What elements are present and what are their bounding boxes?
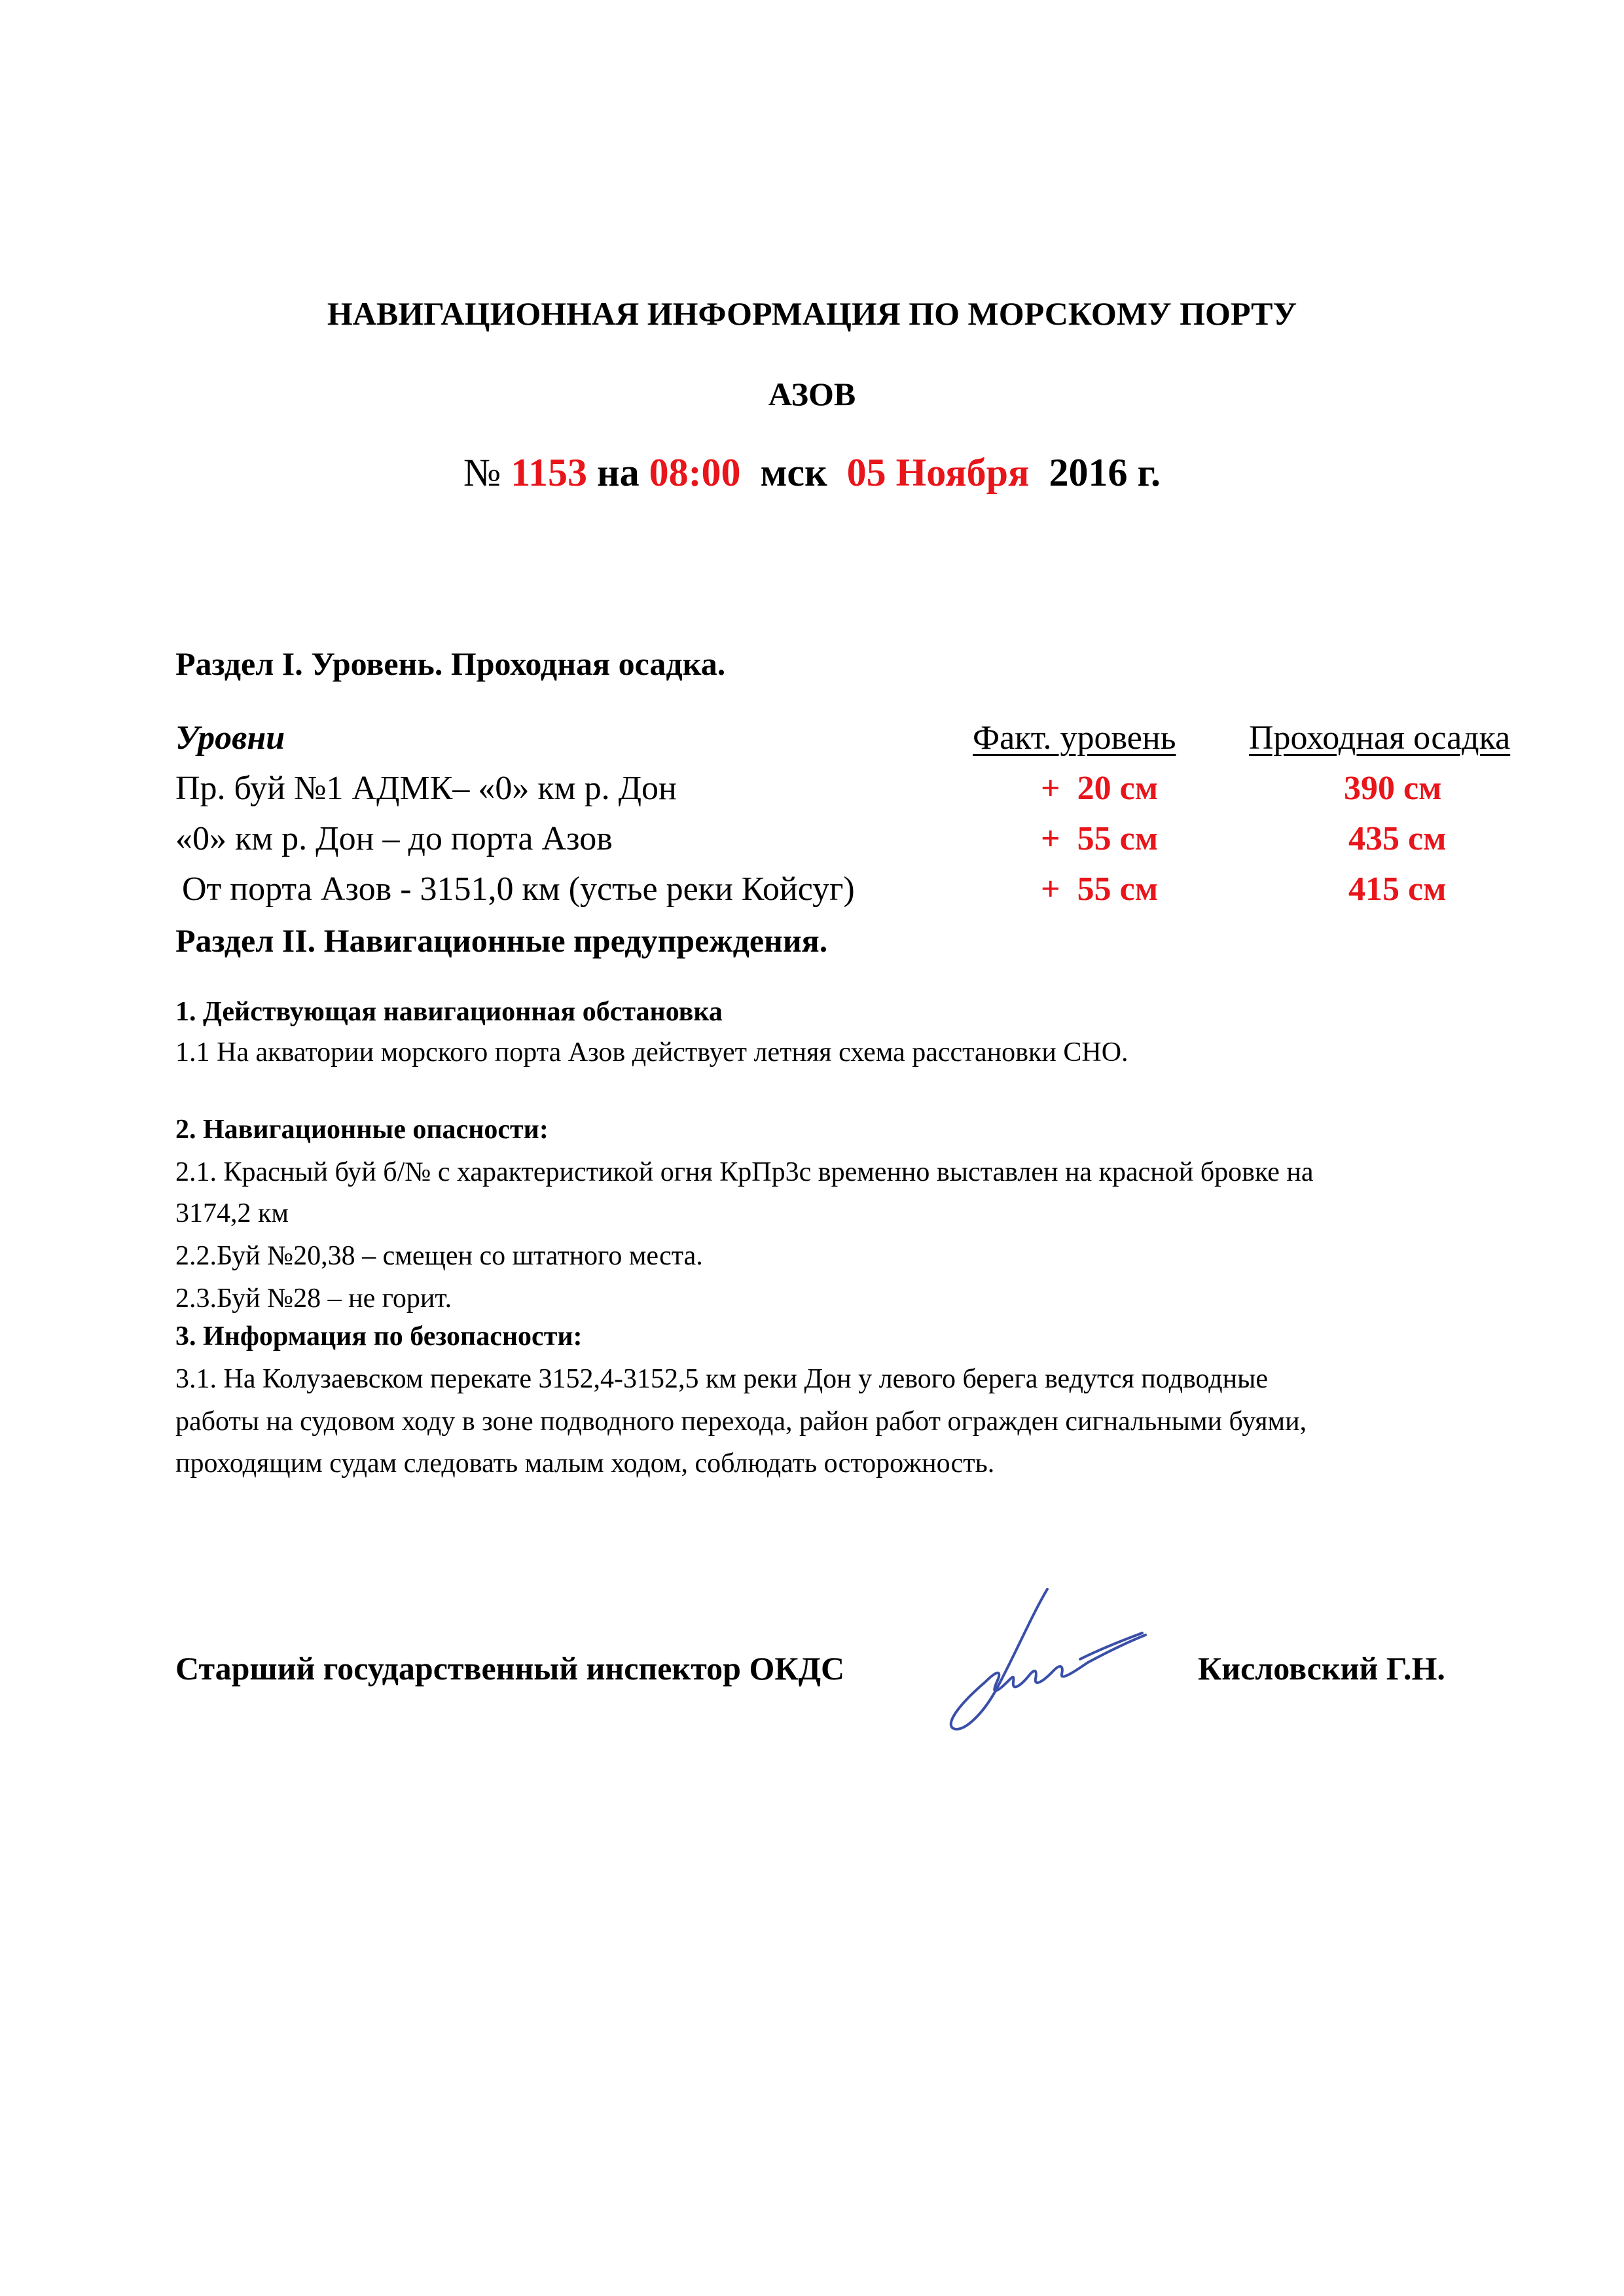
sub3-title: 3. Информация по безопасности:: [175, 1321, 583, 1352]
sub2-title: 2. Навигационные опасности:: [175, 1115, 549, 1145]
handwritten-signature: [916, 1571, 1165, 1741]
col-draft-header: Проходная осадка: [1249, 719, 1511, 757]
level-row-name: От порта Азов - 3151,0 км (устье реки Койсуг): [182, 870, 855, 908]
level-value: 55 см: [1077, 870, 1159, 908]
level-sign: +: [1041, 820, 1060, 857]
level-row-draft: 390 см: [1344, 770, 1442, 807]
signer-name: Кисловский Г.Н.: [1198, 1650, 1445, 1687]
sub2-item: 2.1. Красный буй б/№ с характеристикой огня КрПр3с временно выставлен на красной бровке на: [175, 1157, 1314, 1187]
sub3-text: работы на судовом ходу в зоне подводного перехода, район работ огражден сигнальными буями,: [175, 1407, 1307, 1437]
level-sign: +: [1041, 770, 1060, 807]
bulletin-date: 05 Ноября: [846, 451, 1030, 494]
section1-heading: Раздел I. Уровень. Проходная осадка.: [175, 645, 726, 682]
number-sign: №: [463, 451, 501, 494]
section2-heading: Раздел II. Навигационные предупреждения.: [175, 922, 828, 959]
bulletin-number: 1153: [511, 451, 587, 494]
bulletin-time: 08:00: [649, 451, 741, 494]
doc-number-line: [0, 450, 1624, 495]
col-actual-header: Факт. уровень: [973, 719, 1176, 757]
sub1-item: 1.1 На акватории морского порта Азов действует летняя схема расстановки СНО.: [175, 1037, 1128, 1067]
sub2-item: 2.2.Буй №20,38 – смещен со штатного места.: [175, 1241, 703, 1271]
level-value: 20 см: [1077, 770, 1159, 807]
level-row-actual: [1041, 819, 1158, 858]
level-row-name: «0» км р. Дон – до порта Азов: [175, 820, 613, 857]
sub3-text: проходящим судам следовать малым ходом, соблюдать осторожность.: [175, 1448, 995, 1479]
col-levels-header: Уровни: [175, 719, 285, 757]
level-row-name: Пр. буй №1 АДМК– «0» км р. Дон: [175, 770, 677, 807]
level-row-actual: [1041, 769, 1158, 808]
sub1-title: 1. Действующая навигационная обстановка: [175, 997, 723, 1027]
sub2-item: 2.3.Буй №28 – не горит.: [175, 1283, 452, 1314]
sub3-text: 3.1. На Колузаевском перекате 3152,4-3152,5 км реки Дон у левого берега ведутся подводные: [175, 1364, 1268, 1394]
timezone: мск: [760, 451, 827, 494]
level-value: 55 см: [1077, 820, 1159, 857]
signer-position: Старший государственный инспектор ОКДС: [175, 1650, 845, 1687]
level-row-actual: [1041, 870, 1158, 908]
level-row-draft: 415 см: [1348, 870, 1447, 908]
bulletin-year: 2016 г.: [1049, 451, 1161, 494]
doc-title-line2: АЗОВ: [768, 376, 856, 412]
level-sign: +: [1041, 870, 1060, 908]
doc-title-line1: НАВИГАЦИОННАЯ ИНФОРМАЦИЯ ПО МОРСКОМУ ПОРТУ: [327, 295, 1297, 332]
at-word: на: [597, 451, 640, 494]
sub2-item: 3174,2 км: [175, 1198, 289, 1229]
signature-stroke: [951, 1589, 1146, 1729]
level-row-draft: 435 см: [1348, 820, 1447, 857]
